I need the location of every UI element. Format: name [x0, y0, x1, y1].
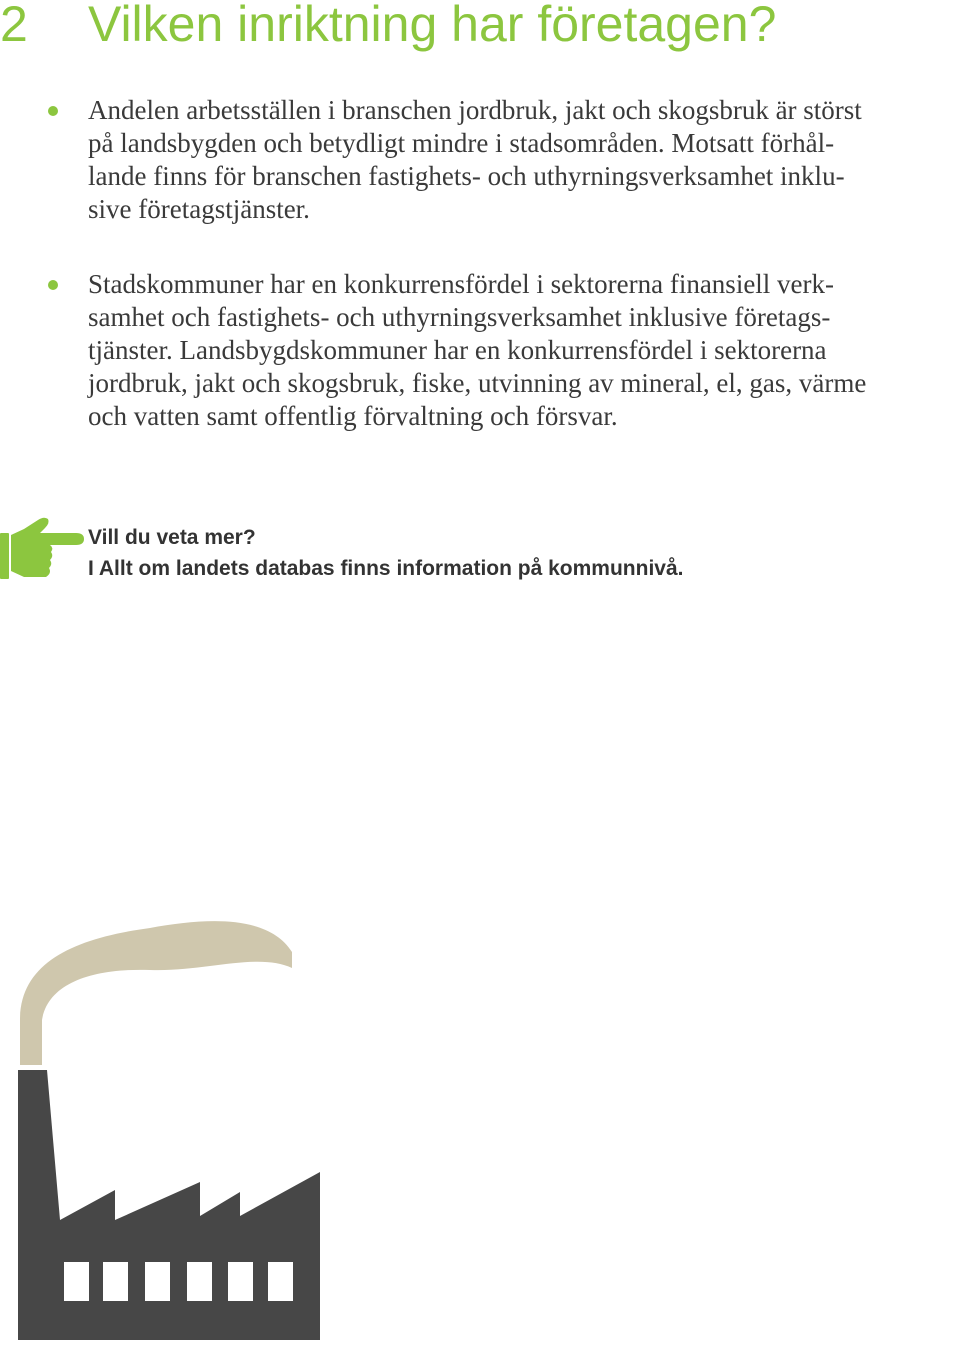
bullet-text: Andelen arbetsställen i branschen jordbruk, jakt och skogsbruk är störst på landsbygden och betydligt mindre i stadsområden. Motsatt förhål- lande finns för branschen fastighets- och uthyrningsverksamhet inklu- sive företagstjänster. [88, 95, 862, 224]
section-title: Vilken inriktning har företagen? [88, 0, 777, 52]
info-box [0, 512, 960, 592]
pointing-hand-icon [0, 515, 84, 579]
smoke-icon [20, 921, 292, 1065]
bullet-item [0, 94, 960, 226]
bullet-list [0, 94, 960, 433]
bullet-item [0, 268, 960, 433]
info-text: I Allt om landets databas finns information på kommunnivå. [88, 557, 684, 580]
bullet-dot-icon [48, 280, 58, 290]
bullet-text: Stadskommuner har en konkurrensfördel i sektorerna finansiell verk- samhet och fastighets- och uthyrningsverksamhet inklusive företags- tjänster. Landsbygdskommuner har en konkurrensfördel i sektorerna jordbruk, jakt och skogsbruk, fiske, utvinning av mineral, el, gas, värme och vatten samt offentlig förvaltning och försvar. [88, 269, 867, 431]
factory-icon [0, 910, 330, 1347]
section-number: 2 [0, 0, 28, 52]
info-title: Vill du veta mer? [88, 526, 256, 549]
bullet-dot-icon [48, 106, 58, 116]
page-heading [0, 0, 776, 54]
